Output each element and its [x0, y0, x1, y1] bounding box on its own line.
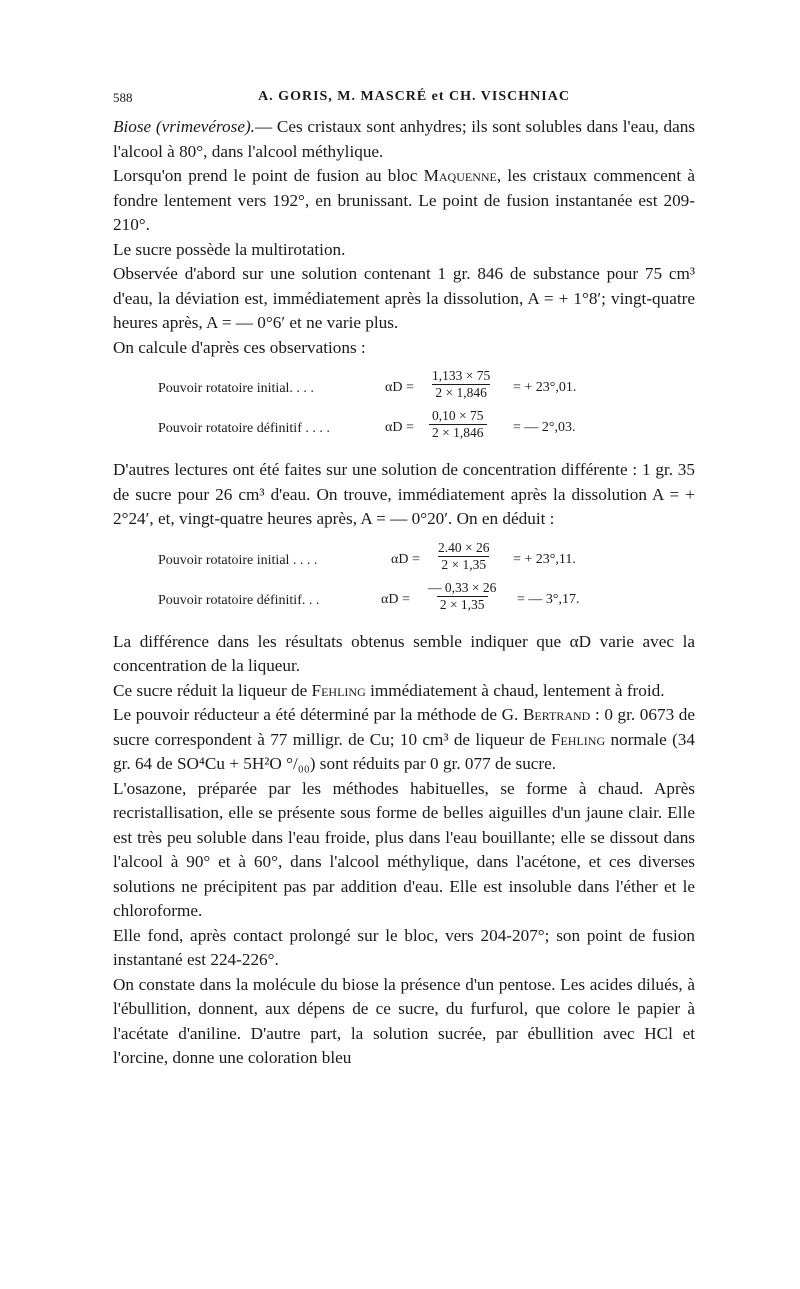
paragraph-autres-lectures: D'autres lectures ont été faites sur une solution de concentration différente : 1 gr. 35 de sucre pour 26 cm³ d'eau. On trouve, immédiatement après la dissolution A = + 2°24′, et, vingt-quatre heures après, A = — 0°20′. On en déduit :	[113, 460, 695, 528]
formula-definitif-2	[113, 580, 695, 620]
fehling-text-a: Ce sucre réduit la liqueur de	[113, 680, 312, 700]
formula-label: Pouvoir rotatoire définitif. . .	[158, 592, 320, 608]
fraction-numerator: 1,133 × 75	[432, 368, 491, 383]
formula-block-2	[113, 540, 695, 620]
formula-label: Pouvoir rotatoire initial . . . .	[158, 552, 318, 568]
paragraph-multirotation: Le sucre possède la multirotation.	[113, 239, 346, 259]
paragraph-pentose: On constate dans la molécule du biose la présence d'un pentose. Les acides dilués, à l'ébullition, donnent, aux dépens de ce sucre, du furfurol, que colore le papier à l'acétate d'aniline. D'autre part, la solution sucrée, par ébullition avec HCl et l'orcine, donne une coloration bleu	[113, 974, 695, 1067]
formula-label: Pouvoir rotatoire définitif . . . .	[158, 421, 330, 436]
reducteur-text-c: normale (34 gr. 64 de SO⁴Cu + 5H²O °/₀₀) sont réduits par 0 gr. 077 de sucre.	[113, 729, 695, 773]
paragraph-difference	[113, 630, 695, 679]
formula-alpha: αD =	[381, 591, 410, 607]
paragraph-observation: Observée d'abord sur une solution contenant 1 gr. 846 de substance pour 75 cm³ d'eau, la déviation est, immédiatement après la dissolution, A = + 1°8′; vingt-quatre heures après, A = — 0°6′ et ne varie plus.	[113, 264, 695, 332]
difference-text-b: varie avec la concentration de la liqueur.	[113, 631, 695, 675]
formula-initial-2	[113, 540, 695, 580]
paragraph-fehling	[113, 679, 695, 704]
paragraph-fusion	[113, 164, 695, 238]
formula-fraction	[435, 540, 493, 573]
paragraph-osazone: L'osazone, préparée par les méthodes habituelles, se forme à chaud. Après recristallisation, elle se présente sous forme de belles aiguilles d'un jaune clair. Elle est très peu soluble dans l'eau froide, plus dans l'eau bouillante; elle se dissout dans l'alcool à 90° et à 60°, dans l'alcool méthylique, dans l'acétone, et ces diverses solutions ne précipitent pas par addition d'eau. Elle est insoluble dans l'éther et le chloroforme.	[113, 778, 695, 920]
paragraph-point-fusion: Elle fond, après contact prolongé sur le bloc, vers 204-207°; son point de fusion instantané est 224-226°.	[113, 925, 695, 969]
reducteur-text-a: Le pouvoir réducteur a été déterminé par la méthode de G.	[113, 705, 523, 724]
maquenne-name: Maquenne	[423, 166, 497, 185]
formula-result: = + 23°,01.	[513, 380, 577, 395]
fraction-numerator: 0,10 × 75	[432, 408, 484, 423]
fraction-denominator: 2 × 1,846	[429, 424, 487, 441]
formula-alpha: αD =	[385, 420, 414, 435]
formula-fraction	[429, 368, 493, 401]
difference-text-a: La différence dans les résultats obtenus semble indiquer que	[113, 631, 570, 651]
formula-alpha: αD =	[391, 551, 420, 567]
formula-fraction	[425, 580, 499, 613]
alpha-d-symbol: αD	[569, 631, 592, 651]
biose-title: Biose (vrimevérose).	[113, 117, 255, 136]
formula-alpha: αD =	[385, 380, 414, 395]
reducteur-text-b: : 0 gr. 0673 de sucre correspondent à 77 milligr. de Cu; 10 cm³ de liqueur de	[113, 705, 695, 749]
formula-result: = + 23°,11.	[513, 551, 576, 567]
paragraph-reducteur	[113, 703, 695, 777]
formula-result: = — 3°,17.	[517, 591, 580, 607]
formula-result: = — 2°,03.	[513, 420, 576, 435]
fehling-name-2: Fehling	[550, 729, 606, 749]
page	[113, 88, 695, 1071]
fraction-denominator: 2 × 1,35	[438, 556, 489, 573]
fraction-denominator: 2 × 1,35	[437, 596, 488, 613]
fehling-text-b: immédiatement à chaud, lentement à froid.	[365, 680, 665, 700]
paragraph-biose	[113, 115, 695, 164]
fusion-text-a: Lorsqu'on prend le point de fusion au bloc	[113, 166, 424, 185]
formula-fraction	[429, 408, 487, 441]
running-head: A. GORIS, M. MASCRÉ et CH. VISCHNIAC	[258, 89, 570, 104]
page-number: 588	[113, 90, 133, 105]
bertrand-name: Bertrand	[522, 705, 591, 724]
fraction-numerator: 2.40 × 26	[438, 539, 490, 555]
biose-text: — Ces cristaux sont anhydres; ils sont solubles dans l'eau, dans l'alcool à 80°, dans l'alcool méthylique.	[113, 117, 695, 161]
formula-definitif-1	[113, 408, 695, 448]
paragraph-calcul: On calcule d'après ces observations :	[113, 337, 366, 357]
fehling-name: Fehling	[311, 680, 366, 700]
formula-label: Pouvoir rotatoire initial. . . .	[158, 381, 314, 396]
formula-initial-1	[113, 368, 695, 408]
fusion-text-b: , les cristaux commencent à fondre lentement vers 192°, en brunissant. Le point de fusion instantanée est 209-210°.	[113, 166, 695, 234]
page-header	[113, 88, 695, 112]
fraction-numerator: — 0,33 × 26	[428, 579, 497, 595]
fraction-denominator: 2 × 1,846	[432, 384, 490, 401]
formula-block-1	[113, 368, 695, 448]
